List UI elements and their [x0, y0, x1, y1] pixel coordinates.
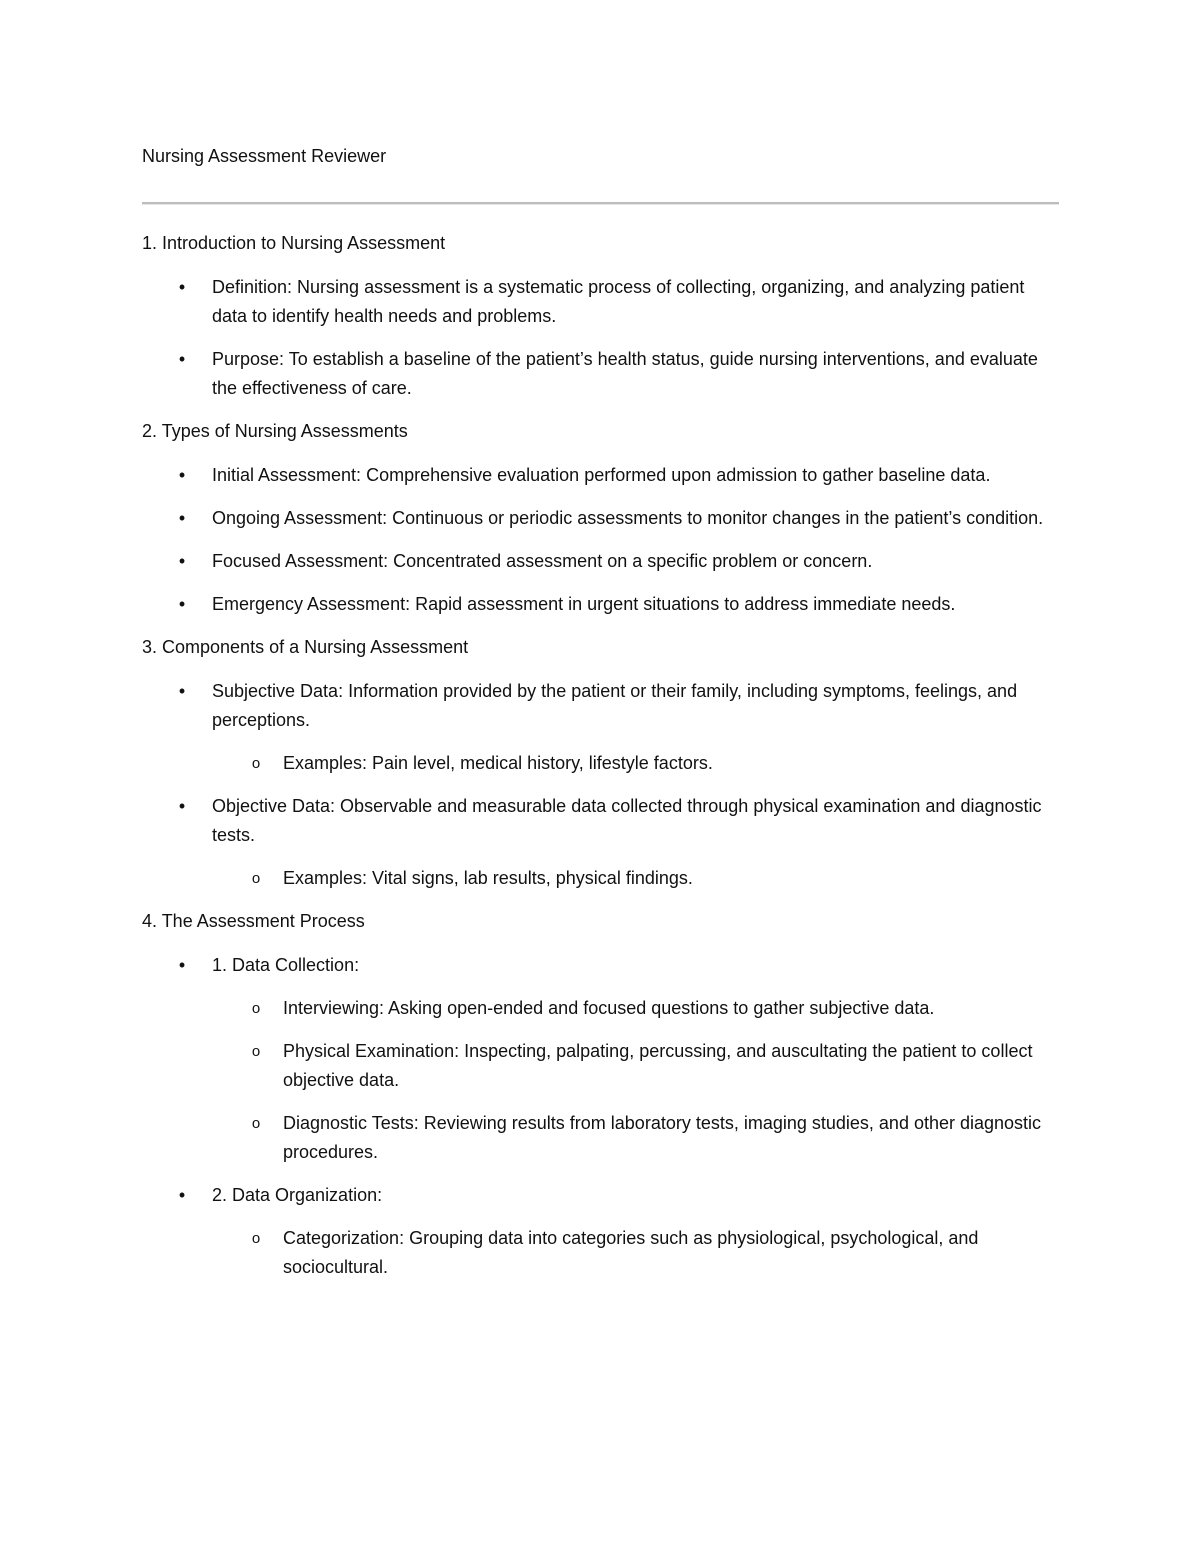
sub-bullet-icon: o	[251, 1230, 261, 1247]
bullet-icon: •	[178, 349, 186, 369]
list-item	[142, 461, 1062, 490]
bullet-list	[142, 461, 1062, 619]
bullet-icon: •	[178, 681, 186, 701]
sub-bullet-icon: o	[251, 1043, 261, 1060]
sub-list-item	[142, 1037, 1062, 1095]
sub-list-item	[142, 1224, 1062, 1282]
list-item-text: 2. Data Organization:	[212, 1185, 383, 1205]
bullet-icon: •	[178, 551, 186, 571]
list-item-text: 1. Data Collection:	[212, 955, 360, 975]
bullet-icon: •	[178, 508, 186, 528]
section	[142, 417, 1062, 619]
list-item-text: Emergency Assessment: Rapid assessment in urgent situations to address immediate needs.	[212, 594, 956, 614]
sub-bullet-icon: o	[251, 755, 261, 772]
list-item-text: Definition: Nursing assessment is a systematic process of collecting, organizing, and analyzing patient data to identify health needs and problems.	[212, 277, 1025, 326]
list-item-text: Objective Data: Observable and measurable data collected through physical examination and diagnostic tests.	[212, 796, 1042, 845]
sub-list-item	[142, 994, 1062, 1023]
bullet-list	[142, 951, 1062, 1282]
list-item-text: Focused Assessment: Concentrated assessment on a specific problem or concern.	[212, 551, 873, 571]
sub-bullet-icon: o	[251, 870, 261, 887]
list-item	[142, 590, 1062, 619]
sub-bullet-icon: o	[251, 1000, 261, 1017]
sub-list-item	[142, 749, 1062, 778]
sub-list-item-text: Diagnostic Tests: Reviewing results from laboratory tests, imaging studies, and other diagnostic procedures.	[283, 1113, 1042, 1162]
section-heading: 4. The Assessment Process	[142, 911, 365, 931]
list-item	[142, 951, 1062, 980]
sub-list-item-text: Categorization: Grouping data into categories such as physiological, psychological, and sociocultural.	[283, 1228, 979, 1277]
list-item	[142, 547, 1062, 576]
sub-list-item-text: Physical Examination: Inspecting, palpating, percussing, and auscultating the patient to collect objective data.	[283, 1041, 1033, 1090]
sub-bullet-icon: o	[251, 1115, 261, 1132]
list-item	[142, 677, 1062, 735]
bullet-list	[142, 677, 1062, 893]
section-heading: 1. Introduction to Nursing Assessment	[142, 233, 446, 253]
list-item	[142, 273, 1062, 331]
section-heading: 3. Components of a Nursing Assessment	[142, 637, 469, 657]
bullet-icon: •	[178, 594, 186, 614]
bullet-icon: •	[178, 796, 186, 816]
list-item	[142, 1181, 1062, 1210]
sub-list-item-text: Examples: Pain level, medical history, lifestyle factors.	[283, 753, 713, 773]
list-item-text: Subjective Data: Information provided by the patient or their family, including symptoms, feelings, and perceptions.	[212, 681, 1018, 730]
section	[142, 907, 1062, 1282]
sub-list-item	[142, 864, 1062, 893]
bullet-icon: •	[178, 277, 186, 297]
bullet-icon: •	[178, 1185, 186, 1205]
bullet-icon: •	[178, 465, 186, 485]
section	[142, 633, 1062, 893]
sub-list-item	[142, 1109, 1062, 1167]
document-title: Nursing Assessment Reviewer	[142, 146, 387, 166]
list-item	[142, 345, 1062, 403]
sub-list-item-text: Examples: Vital signs, lab results, physical findings.	[283, 868, 693, 888]
list-item-text: Ongoing Assessment: Continuous or periodic assessments to monitor changes in the patient’s condition.	[212, 508, 1044, 528]
list-item-text: Initial Assessment: Comprehensive evaluation performed upon admission to gather baseline data.	[212, 465, 991, 485]
bullet-icon: •	[178, 955, 186, 975]
list-item	[142, 504, 1062, 533]
document-body	[142, 229, 1062, 1296]
sub-list-item-text: Interviewing: Asking open-ended and focused questions to gather subjective data.	[283, 998, 935, 1018]
bullet-list	[142, 273, 1062, 403]
horizontal-rule	[142, 202, 1059, 204]
list-item-text: Purpose: To establish a baseline of the patient’s health status, guide nursing interventions, and evaluate the effectiveness of care.	[212, 349, 1038, 398]
section	[142, 229, 1062, 403]
list-item	[142, 792, 1062, 850]
section-heading: 2. Types of Nursing Assessments	[142, 421, 408, 441]
